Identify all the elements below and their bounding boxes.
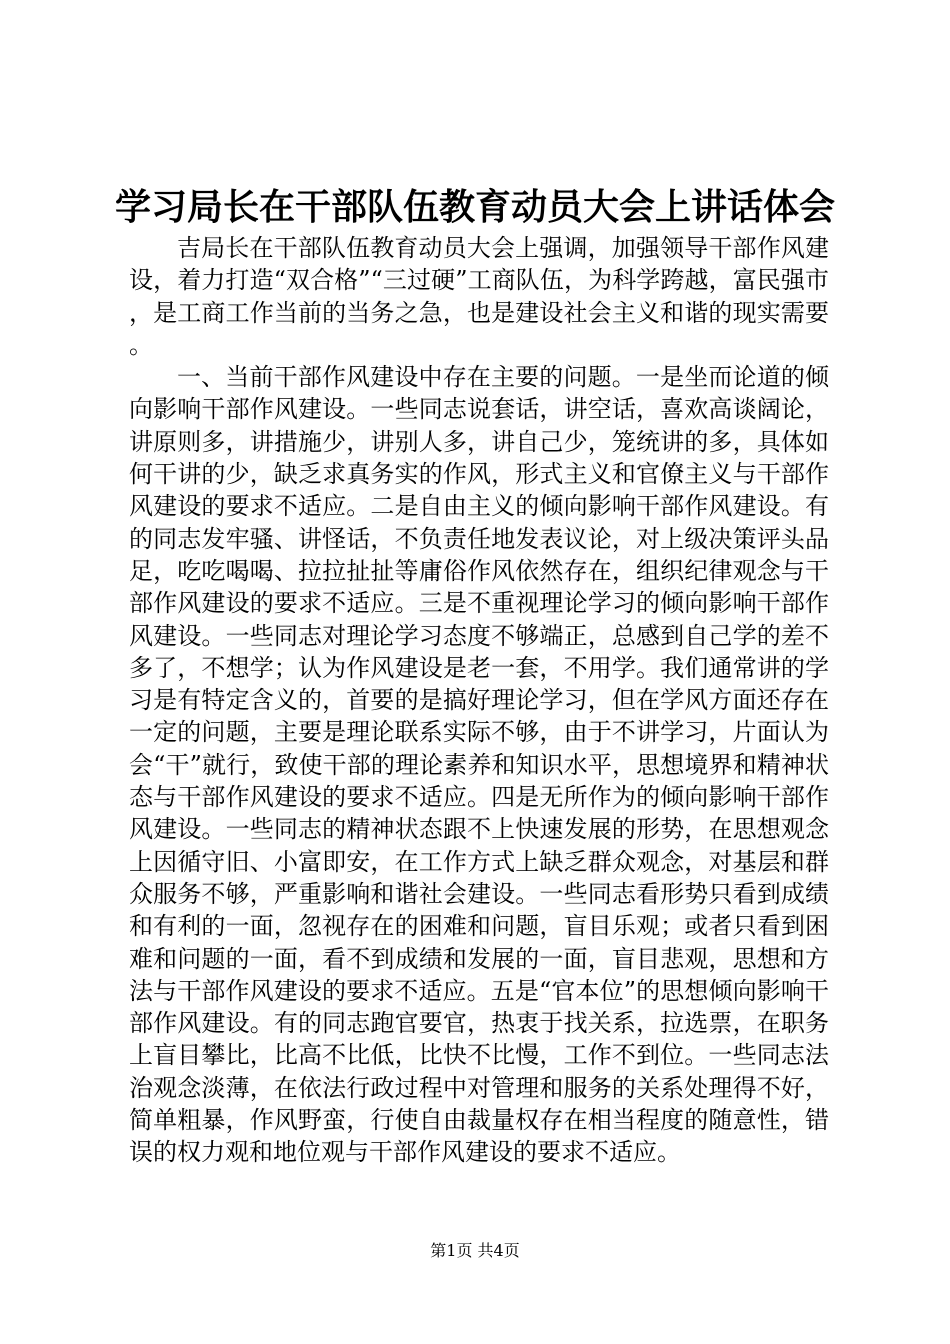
document-body: [129, 232, 829, 1169]
page-footer: 第1页 共4页: [430, 1241, 520, 1260]
body-paragraph-intro: 吉局长在干部队伍教育动员大会上强调，加强领导干部作风建设，着力打造“双合格”“三过硬”工商队伍，为科学跨越，富民强市，是工商工作当前的当务之急，也是建设社会主义和谐的现实需要。: [129, 234, 829, 359]
body-paragraph-problems: 一、当前干部作风建设中存在主要的问题。一是坐而论道的倾向影响干部作风建设。一些同志说套话，讲空话，喜欢高谈阔论，讲原则多，讲措施少，讲别人多，讲自己少，笼统讲的多，具体如何干讲的少，缺乏求真务实的作风，形式主义和官僚主义与干部作风建设的要求不适应。二是自由主义的倾向影响干部作风建设。有的同志发牢骚、讲怪话，不负责任地发表议论，对上级决策评头品足，吃吃喝喝、拉拉扯扯等庸俗作风依然存在，组织纪律观念与干部作风建设的要求不适应。三是不重视理论学习的倾向影响干部作风建设。一些同志对理论学习态度不够端正，总感到自己学的差不多了，不想学；认为作风建设是老一套，不用学。我们通常讲的学习是有特定含义的，首要的是搞好理论学习，但在学风方面还存在一定的问题，主要是理论联系实际不够，由于不讲学习，片面认为会“干”就行，致使干部的理论素养和知识水平，思想境界和精神状态与干部作风建设的要求不适应。四是无所作为的倾向影响干部作风建设。一些同志的精神状态跟不上快速发展的形势，在思想观念上因循守旧、小富即安，在工作方式上缺乏群众观念，对基层和群众服务不够，严重影响和谐社会建设。一些同志看形势只看到成绩和有利的一面，忽视存在的困难和问题，盲目乐观；或者只看到困难和问题的一面，看不到成绩和发展的一面，盲目悲观，思想和方法与干部作风建设的要求不适应。五是“官本位”的思想倾向影响干部作风建设。有的同志跑官要官，热衷于找关系，拉选票，在职务上盲目攀比，比高不比低，比快不比慢，工作不到位。一些同志法治观念淡薄，在依法行政过程中对管理和服务的关系处理得不好，简单粗暴，作风野蛮，行使自由裁量权存在相当程度的随意性，错误的权力观和地位观与干部作风建设的要求不适应。: [129, 363, 829, 1167]
document-title: 学习局长在干部队伍教育动员大会上讲话体会: [114, 186, 835, 228]
